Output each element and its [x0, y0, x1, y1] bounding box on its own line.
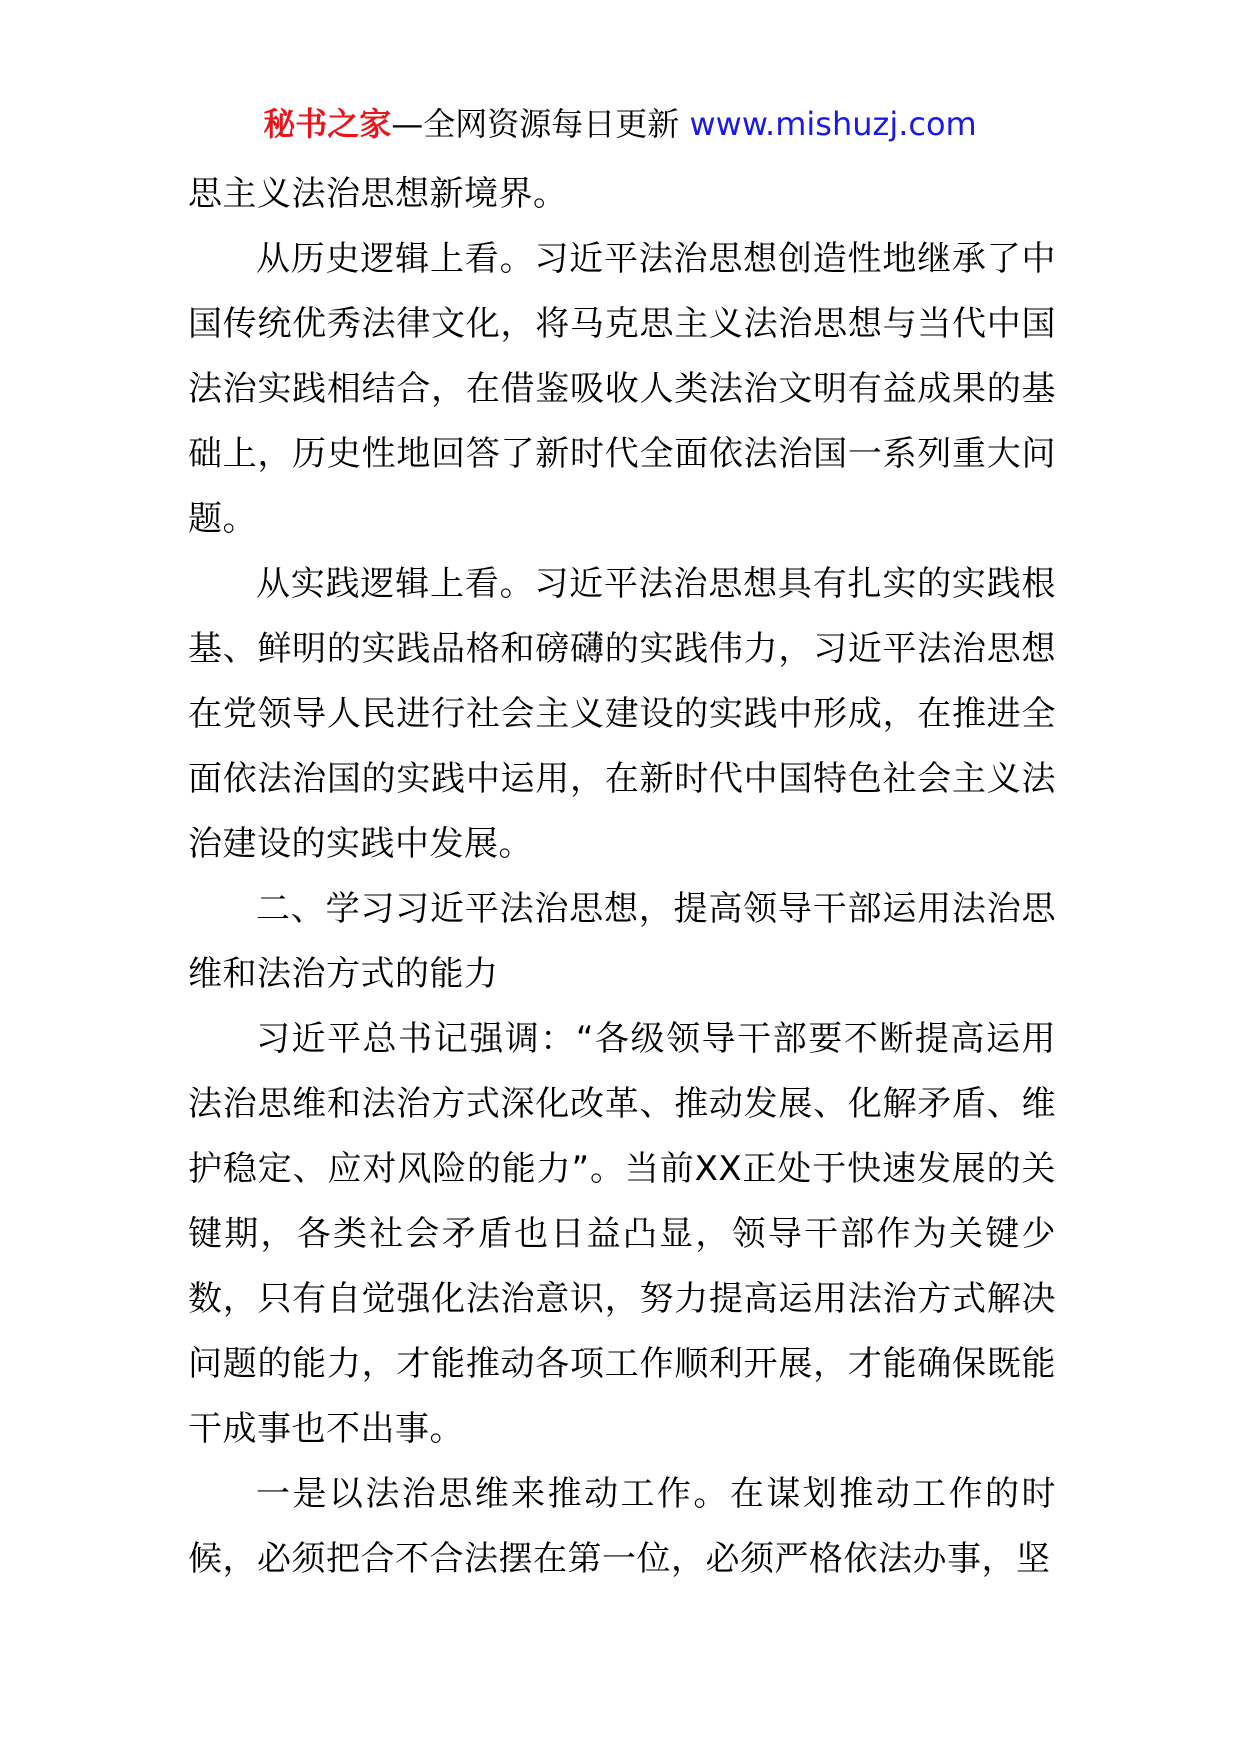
page-header [0, 100, 1240, 148]
header-brand: 秘书之家 [263, 105, 392, 143]
paragraph-continuation: 思主义法治思想新境界。 [188, 174, 568, 214]
section-heading-two: 二、学习习近平法治思想，提高领导干部运用法治思维和法治方式的能力 [188, 889, 1056, 994]
paragraph-point-one: 一是以法治思维来推动工作。在谋划推动工作的时候，必须把合不合法摆在第一位，必须严格依法办事，坚 [188, 1474, 1056, 1579]
header-tagline: —全网资源每日更新 [391, 105, 680, 143]
header-url-link[interactable]: www.mishuzj.com [689, 105, 977, 143]
paragraph-historical-logic: 从历史逻辑上看。习近平法治思想创造性地继承了中国传统优秀法律文化，将马克思主义法治思想与当代中国法治实践相结合，在借鉴吸收人类法治文明有益成果的基础上，历史性地回答了新时代全面依法治国一系列重大问题。 [188, 239, 1056, 539]
paragraph-quote: 习近平总书记强调：“各级领导干部要不断提高运用法治思维和法治方式深化改革、推动发展、化解矛盾、维护稳定、应对风险的能力”。当前XX正处于快速发展的关键期，各类社会矛盾也日益凸显，领导干部作为关键少数，只有自觉强化法治意识，努力提高运用法治方式解决问题的能力，才能推动各项工作顺利开展，才能确保既能干成事也不出事。 [188, 1019, 1056, 1449]
document-body [188, 162, 1056, 1592]
paragraph-practical-logic: 从实践逻辑上看。习近平法治思想具有扎实的实践根基、鲜明的实践品格和磅礴的实践伟力，习近平法治思想在党领导人民进行社会主义建设的实践中形成，在推进全面依法治国的实践中运用，在新时代中国特色社会主义法治建设的实践中发展。 [188, 564, 1056, 864]
